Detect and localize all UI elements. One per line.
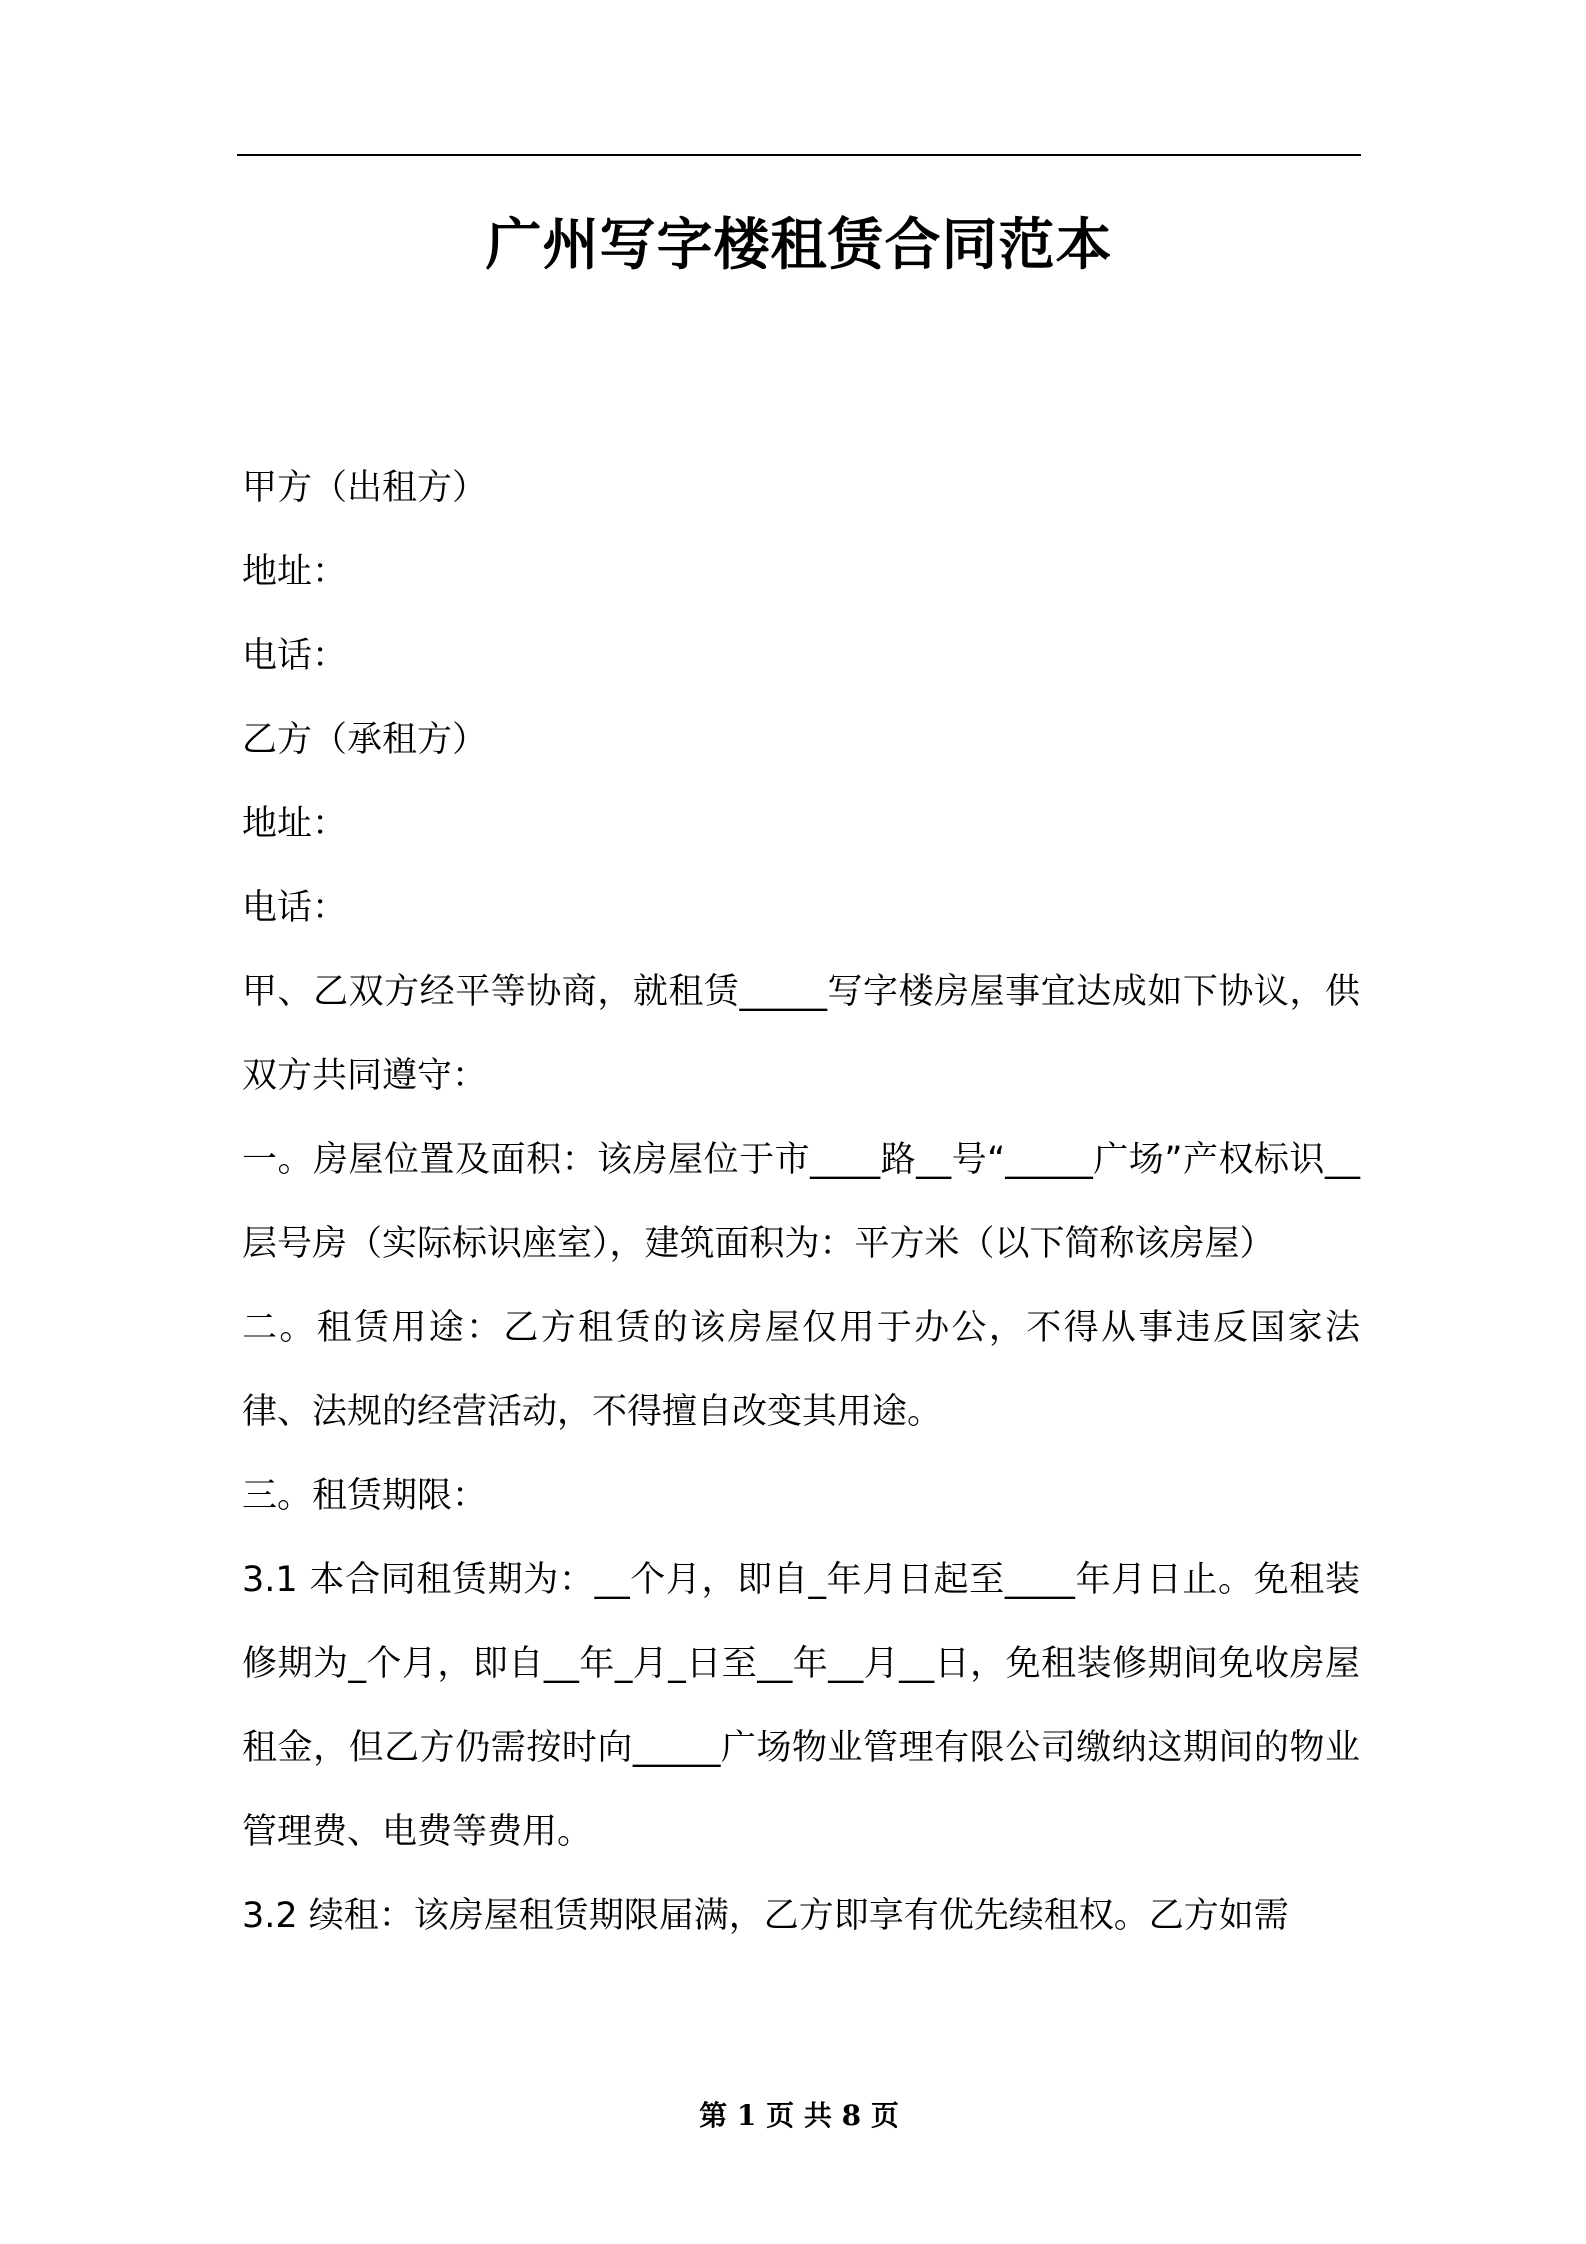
document-title: 广州写字楼租赁合同范本 [485, 213, 1113, 278]
clause-3-1-term: 3.1 本合同租赁期为：__个月，即自_年月日起至____年月日止。免租装修期为_个月，即自__年_月_日至__年__月__日，免租装修期间免收房屋租金，但乙方仍需按时向_____广场物业管理有限公司缴纳这期间的物业管理费、电费等费用。 [242, 1560, 1360, 1852]
clause-1-location-area: 一。房屋位置及面积：该房屋位于市____路__号“_____广场”产权标识__层号房（实际标识座室），建筑面积为：平方米（以下简称该房屋） [242, 1140, 1360, 1264]
page-number: 第 1 页 共 8 页 [699, 2099, 899, 2132]
clause-2-usage: 二。租赁用途：乙方租赁的该房屋仅用于办公，不得从事违反国家法律、法规的经营活动，不得擅自改变其用途。 [242, 1308, 1360, 1432]
party-b-address: 地址： [242, 804, 348, 844]
agreement-intro: 甲、乙双方经平等协商，就租赁_____写字楼房屋事宜达成如下协议，供双方共同遵守： [242, 972, 1360, 1096]
party-b-phone: 电话： [242, 888, 348, 928]
party-a-phone: 电话： [242, 636, 348, 676]
party-a-address: 地址： [242, 552, 348, 592]
header-rule [237, 154, 1361, 156]
document-body [242, 446, 1360, 1958]
clause-3-term-heading: 三。租赁期限： [242, 1476, 488, 1516]
clause-3-2-renewal: 3.2 续租：该房屋租赁期限届满，乙方即享有优先续租权。乙方如需 [242, 1896, 1289, 1936]
party-b-label: 乙方（承租方） [242, 720, 488, 760]
party-a-label: 甲方（出租方） [242, 468, 488, 508]
